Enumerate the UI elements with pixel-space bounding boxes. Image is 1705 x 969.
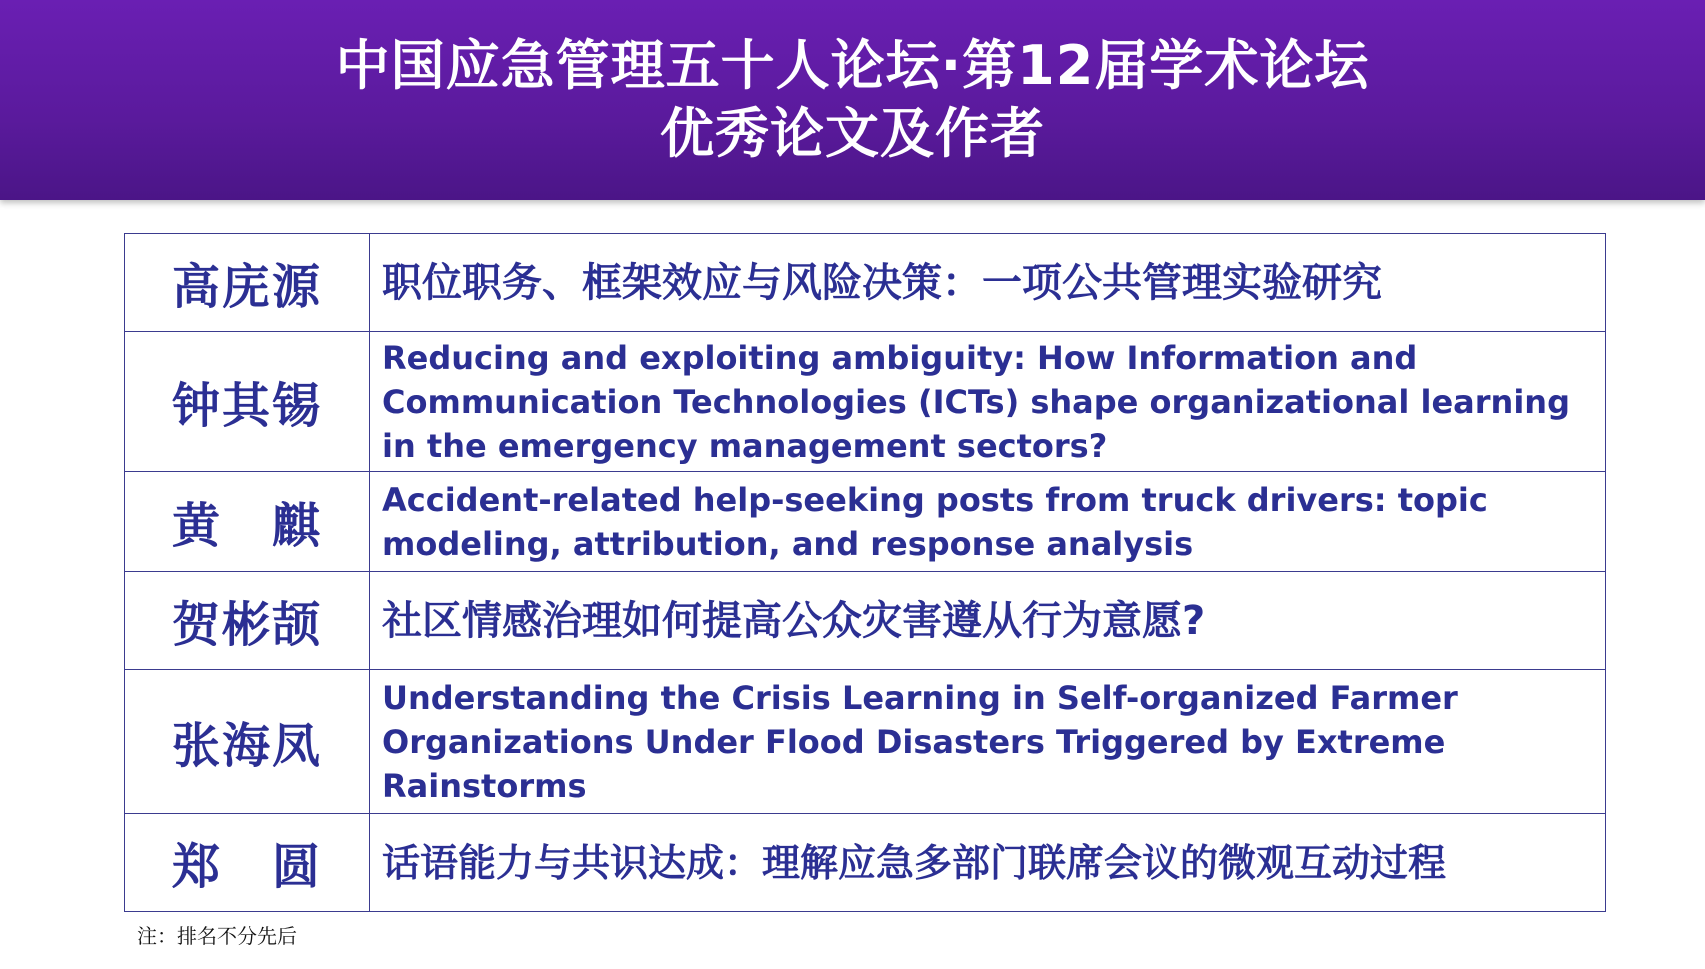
paper-title bbox=[370, 332, 1606, 472]
author-name: 贺彬颉 bbox=[125, 572, 370, 670]
table-row bbox=[125, 572, 1606, 670]
paper-title bbox=[370, 572, 1606, 670]
paper-title bbox=[370, 814, 1606, 912]
page-title: 中国应急管理五十人论坛·第12届学术论坛 bbox=[335, 34, 1370, 97]
table-row bbox=[125, 670, 1606, 814]
page-subtitle: 优秀论文及作者 bbox=[660, 102, 1045, 165]
paper-title bbox=[370, 670, 1606, 814]
header-banner bbox=[0, 0, 1705, 200]
table-row bbox=[125, 234, 1606, 332]
paper-title bbox=[370, 234, 1606, 332]
paper-title-text: 社区情感治理如何提高公众灾害遵从行为意愿? bbox=[382, 597, 1206, 644]
paper-title-text: Reducing and exploiting ambiguity: How Information and Communication Technologies (ICTs) shape organizational learning in the emergency management sectors? bbox=[382, 338, 1570, 465]
paper-title-text: Accident-related help-seeking posts from truck drivers: topic modeling, attribution, and response analysis bbox=[382, 480, 1488, 563]
papers-table bbox=[124, 233, 1606, 912]
papers-table-container bbox=[124, 233, 1606, 912]
author-name: 张海凤 bbox=[125, 670, 370, 814]
author-name: 钟其锡 bbox=[125, 332, 370, 472]
author-name: 黄 麒 bbox=[125, 472, 370, 572]
paper-title-text: 话语能力与共识达成：理解应急多部门联席会议的微观互动过程 bbox=[382, 840, 1447, 885]
paper-title bbox=[370, 472, 1606, 572]
paper-title-text: 职位职务、框架效应与风险决策：一项公共管理实验研究 bbox=[382, 259, 1382, 306]
table-row bbox=[125, 332, 1606, 472]
footnote: 注：排名不分先后 bbox=[137, 924, 297, 948]
author-name: 郑 圆 bbox=[125, 814, 370, 912]
author-name: 高庑源 bbox=[125, 234, 370, 332]
table-row bbox=[125, 472, 1606, 572]
paper-title-text: Understanding the Crisis Learning in Self-organized Farmer Organizations Under Flood Disasters Triggered by Extreme Rainstorms bbox=[382, 678, 1458, 805]
table-row bbox=[125, 814, 1606, 912]
